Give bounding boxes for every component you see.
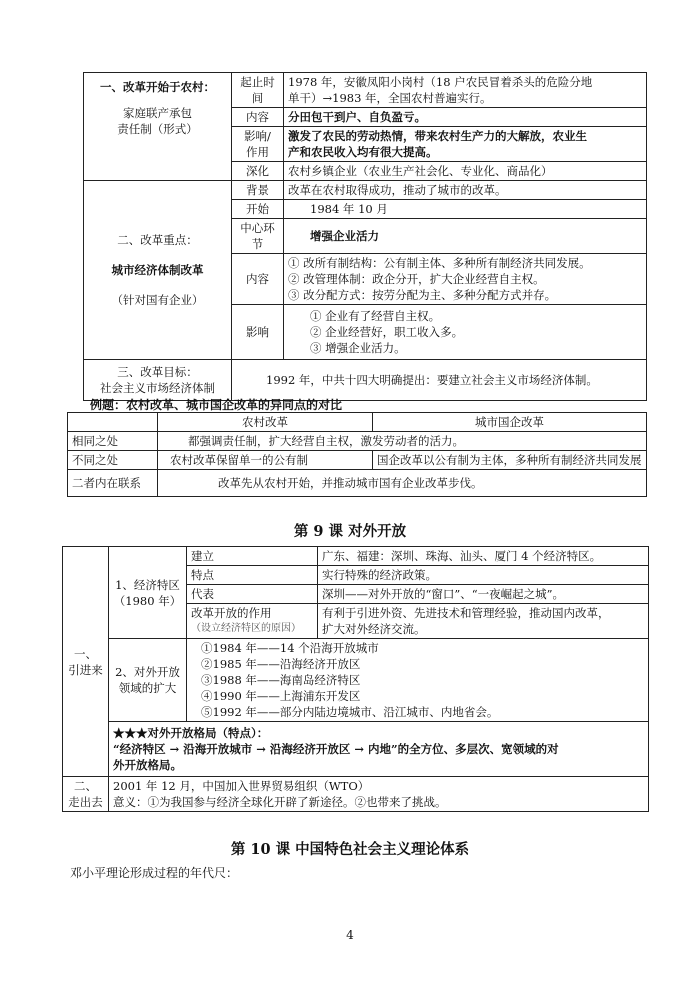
sez-row-label: 建立 (187, 547, 318, 566)
city-label-start: 开始 (232, 200, 284, 219)
row-label-impact: 影响/ 作用 (232, 127, 284, 162)
rural-reform-category: 一、改革开始于农村： 家庭联产承包 责任制（形式） (84, 73, 232, 181)
header-blank (68, 413, 158, 432)
header-rural: 农村改革 (158, 413, 373, 432)
city-text-background: 改革在农村取得成功，推动了城市的改革。 (284, 181, 647, 200)
link-label: 二者内在联系 (68, 470, 158, 497)
opening-pattern: ★★★对外开放格局（特点）： “经济特区 → 沿海开放城市 → 沿海经济开放区 → 内地”的全方位、多层次、宽领域的对 外开放格局。 (109, 722, 649, 777)
diff-rural: 农村改革保留单一的公有制 (158, 451, 373, 470)
city-reform-category: 二、改革重点： 城市经济体制改革 （针对国有企业） (84, 181, 232, 360)
impact-item: ② 企业经营好，职工收入多。 (310, 325, 464, 339)
export-label: 二、 走出去 (63, 777, 109, 812)
sez-label: 1、经济特区 （1980 年） (109, 547, 187, 639)
export-text: 2001 年 12 月，中国加入世界贸易组织（WTO） 意义：①为我国参与经济全球化开辟了新途径。②也带来了挑战。 (109, 777, 649, 812)
row-text-deepen: 农村乡镇企业（农业生产社会化、专业化、商品化） (284, 162, 647, 181)
diff-label: 不同之处 (68, 451, 158, 470)
header-city: 城市国企改革 (373, 413, 647, 432)
row-label-content: 内容 (232, 108, 284, 127)
lesson10-intro: 邓小平理论形成过程的年代尺： (70, 866, 239, 880)
city-label-background: 背景 (232, 181, 284, 200)
city-text-start: 1984 年 10 月 (284, 200, 647, 219)
sez-row-text: 广东、福建：深圳、珠海、汕头、厦门 4 个经济特区。 (318, 547, 649, 566)
city-text-center: 增强企业活力 (284, 219, 647, 254)
city-text-content (284, 254, 647, 305)
sez-row-label: 特点 (187, 566, 318, 585)
city-label-content: 内容 (232, 254, 284, 305)
row-text-impact: 激发了农民的劳动热情，带来农村生产力的大解放，农业生 产和农民收入均有很大提高。 (284, 127, 647, 162)
impact-item: ① 企业有了经营自主权。 (310, 309, 441, 323)
same-text: 都强调责任制，扩大经营自主权，激发劳动者的活力。 (158, 432, 647, 451)
expand-item: ①1984 年——14 个沿海开放城市 (201, 641, 379, 655)
expand-label: 2、对外开放 领域的扩大 (109, 639, 187, 722)
import-label: 一、 引进来 (63, 547, 109, 777)
same-label: 相同之处 (68, 432, 158, 451)
sez-row-label: 代表 (187, 585, 318, 604)
goal-text: 1992 年，中共十四大明确提出：要建立社会主义市场经济体制。 (232, 360, 647, 401)
expand-item: ⑤1992 年——部分内陆边境城市、沿江城市、内地省会。 (201, 705, 499, 719)
sez-row-text: 实行特殊的经济政策。 (318, 566, 649, 585)
lesson9-title: 第 9 课 对外开放 (293, 523, 407, 540)
reform-table (83, 72, 647, 401)
comparison-table (67, 412, 647, 497)
city-label-center: 中心环节 (232, 219, 284, 254)
content-item: ③ 改分配方式：按劳分配为主、多种分配方式并存。 (288, 288, 557, 302)
expand-item: ③1988 年——海南岛经济特区 (201, 673, 361, 687)
sez-row-text: 深圳——对外开放的“窗口”、“一夜崛起之城”。 (318, 585, 649, 604)
expand-item: ④1990 年——上海浦东开发区 (201, 689, 361, 703)
content-item: ① 改所有制结构：公有制主体、多种所有制经济共同发展。 (288, 256, 591, 270)
page-number: 4 (346, 928, 354, 942)
lesson10-title: 第 10 课 中国特色社会主义理论体系 (230, 841, 470, 858)
impact-item: ③ 增强企业活力。 (310, 341, 406, 355)
city-label-impact: 影响 (232, 305, 284, 360)
role-text: 有利于引进外资、先进技术和管理经验，推动国内改革， 扩大对外经济交流。 (318, 604, 649, 639)
example-caption: 例题：农村改革、城市国企改革的异同点的对比 (90, 398, 343, 412)
content-item: ② 改管理体制：政企分开，扩大企业经营自主权。 (288, 272, 545, 286)
row-label-time: 起止时间 (232, 73, 284, 108)
expand-item: ②1985 年——沿海经济开放区 (201, 657, 361, 671)
city-text-impact (284, 305, 647, 360)
row-label-deepen: 深化 (232, 162, 284, 181)
diff-city: 国企改革以公有制为主体，多种所有制经济共同发展 (373, 451, 647, 470)
row-text-content: 分田包干到户、自负盈亏。 (284, 108, 647, 127)
link-text: 改革先从农村开始，并推动城市国有企业改革步伐。 (158, 470, 647, 497)
expand-list (187, 639, 649, 722)
role-label: 改革开放的作用 （设立经济特区的原因） (187, 604, 318, 639)
opening-table (62, 546, 649, 812)
row-text-time: 1978 年，安徽凤阳小岗村（18 户农民冒着杀头的危险分地 单干）→1983 年，全国农村普遍实行。 (284, 73, 647, 108)
goal-category: 三、改革目标： 社会主义市场经济体制 (84, 360, 232, 401)
